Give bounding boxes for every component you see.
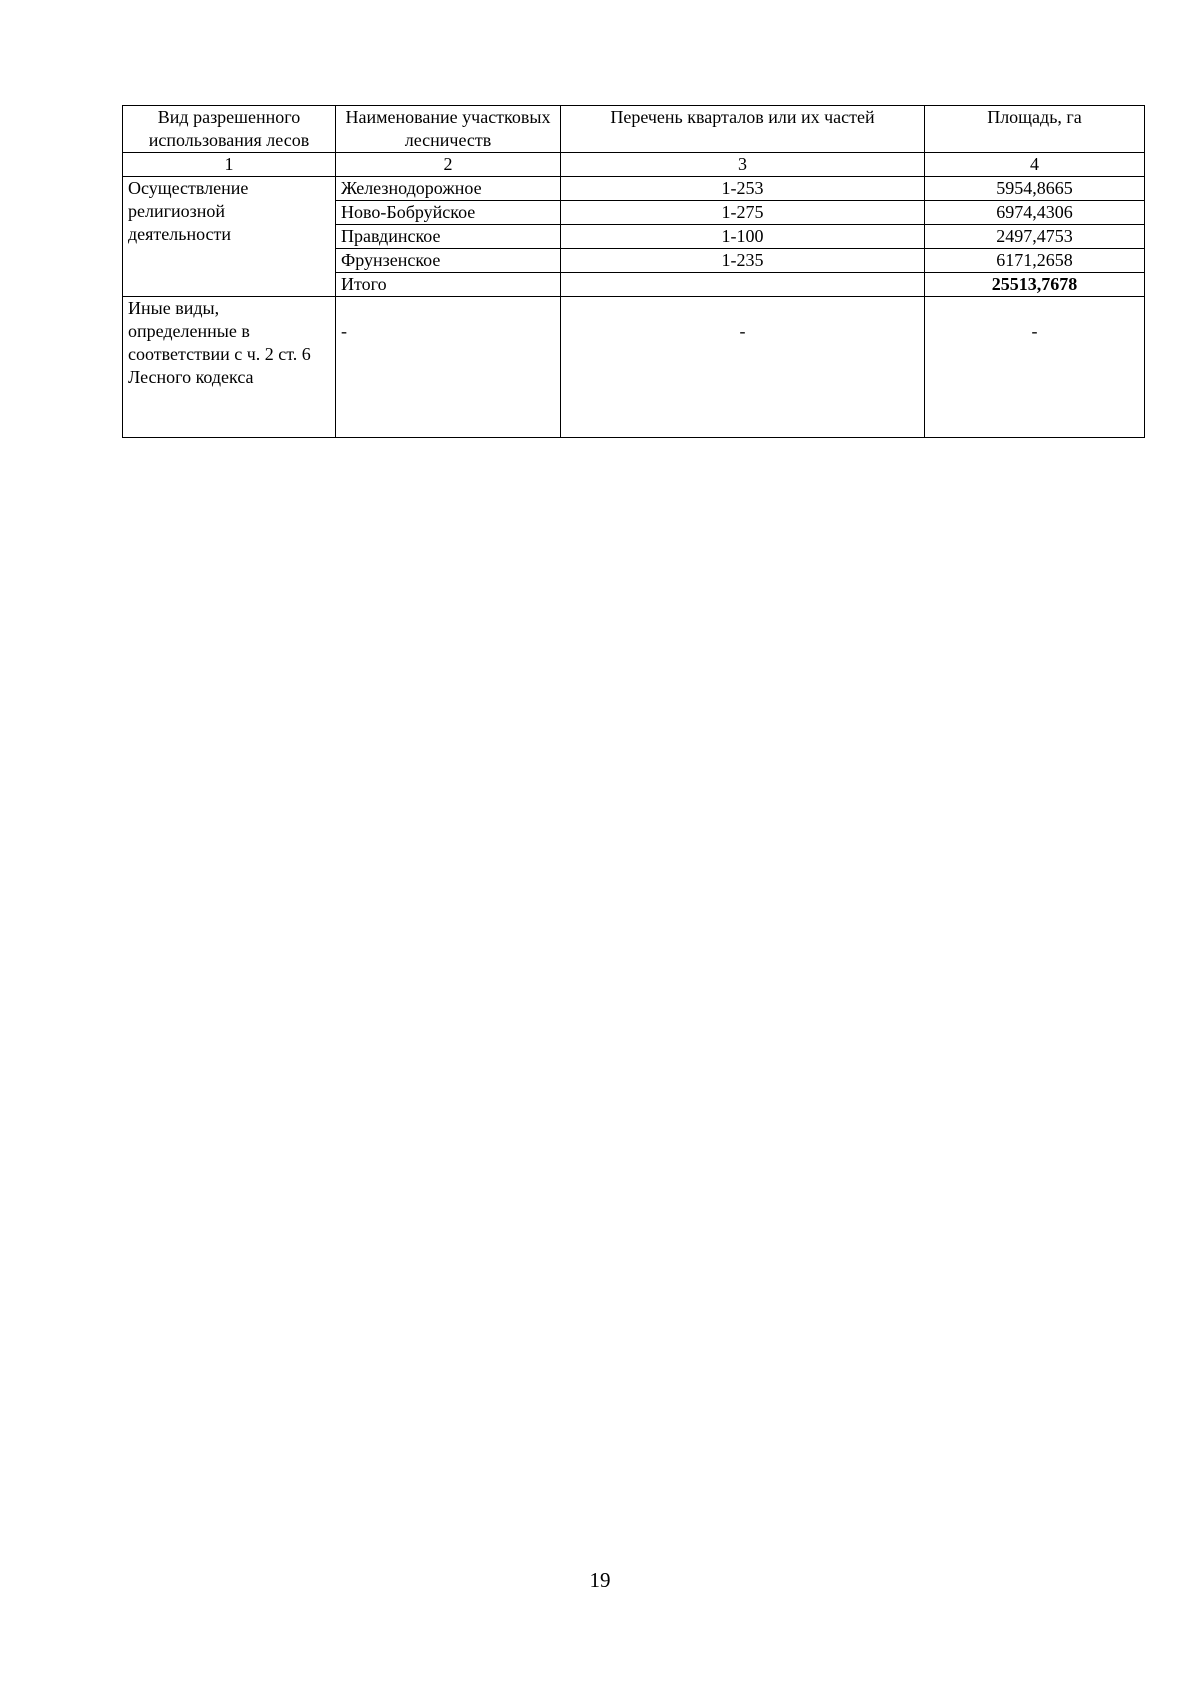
quarters-range: 1-253	[561, 177, 925, 201]
header-row	[123, 106, 1145, 153]
column-number: 2	[336, 153, 561, 177]
page-number: 19	[589, 1568, 611, 1592]
header-quarters: Перечень кварталов или их частей	[561, 106, 925, 153]
area-value: 6974,4306	[925, 201, 1145, 225]
area-dash: -	[925, 297, 1145, 438]
forest-use-table	[122, 105, 1145, 438]
total-area: 25513,7678	[925, 273, 1145, 297]
table-row	[123, 177, 1145, 201]
forestry-name: Фрунзенское	[336, 249, 561, 273]
header-use-type: Вид разрешенного использования лесов	[123, 106, 336, 153]
column-number: 1	[123, 153, 336, 177]
use-type-religious: Осуществление религиозной деятельности	[123, 177, 336, 297]
column-number: 4	[925, 153, 1145, 177]
area-value: 6171,2658	[925, 249, 1145, 273]
total-label: Итого	[336, 273, 561, 297]
quarters-range: 1-235	[561, 249, 925, 273]
header-area: Площадь, га	[925, 106, 1145, 153]
forestry-name: Железнодорожное	[336, 177, 561, 201]
column-number: 3	[561, 153, 925, 177]
quarters-dash: -	[561, 297, 925, 438]
quarters-range: 1-275	[561, 201, 925, 225]
header-forestry: Наименование участковых лесничеств	[336, 106, 561, 153]
forestry-name: Правдинское	[336, 225, 561, 249]
area-value: 5954,8665	[925, 177, 1145, 201]
forestry-dash: -	[336, 297, 561, 438]
forestry-name: Ново-Бобруйское	[336, 201, 561, 225]
area-value: 2497,4753	[925, 225, 1145, 249]
column-number-row	[123, 153, 1145, 177]
table-row	[123, 297, 1145, 438]
total-quarters-empty	[561, 273, 925, 297]
quarters-range: 1-100	[561, 225, 925, 249]
use-type-other: Иные виды, определенные в соответствии с ч. 2 ст. 6 Лесного кодекса	[123, 297, 336, 438]
